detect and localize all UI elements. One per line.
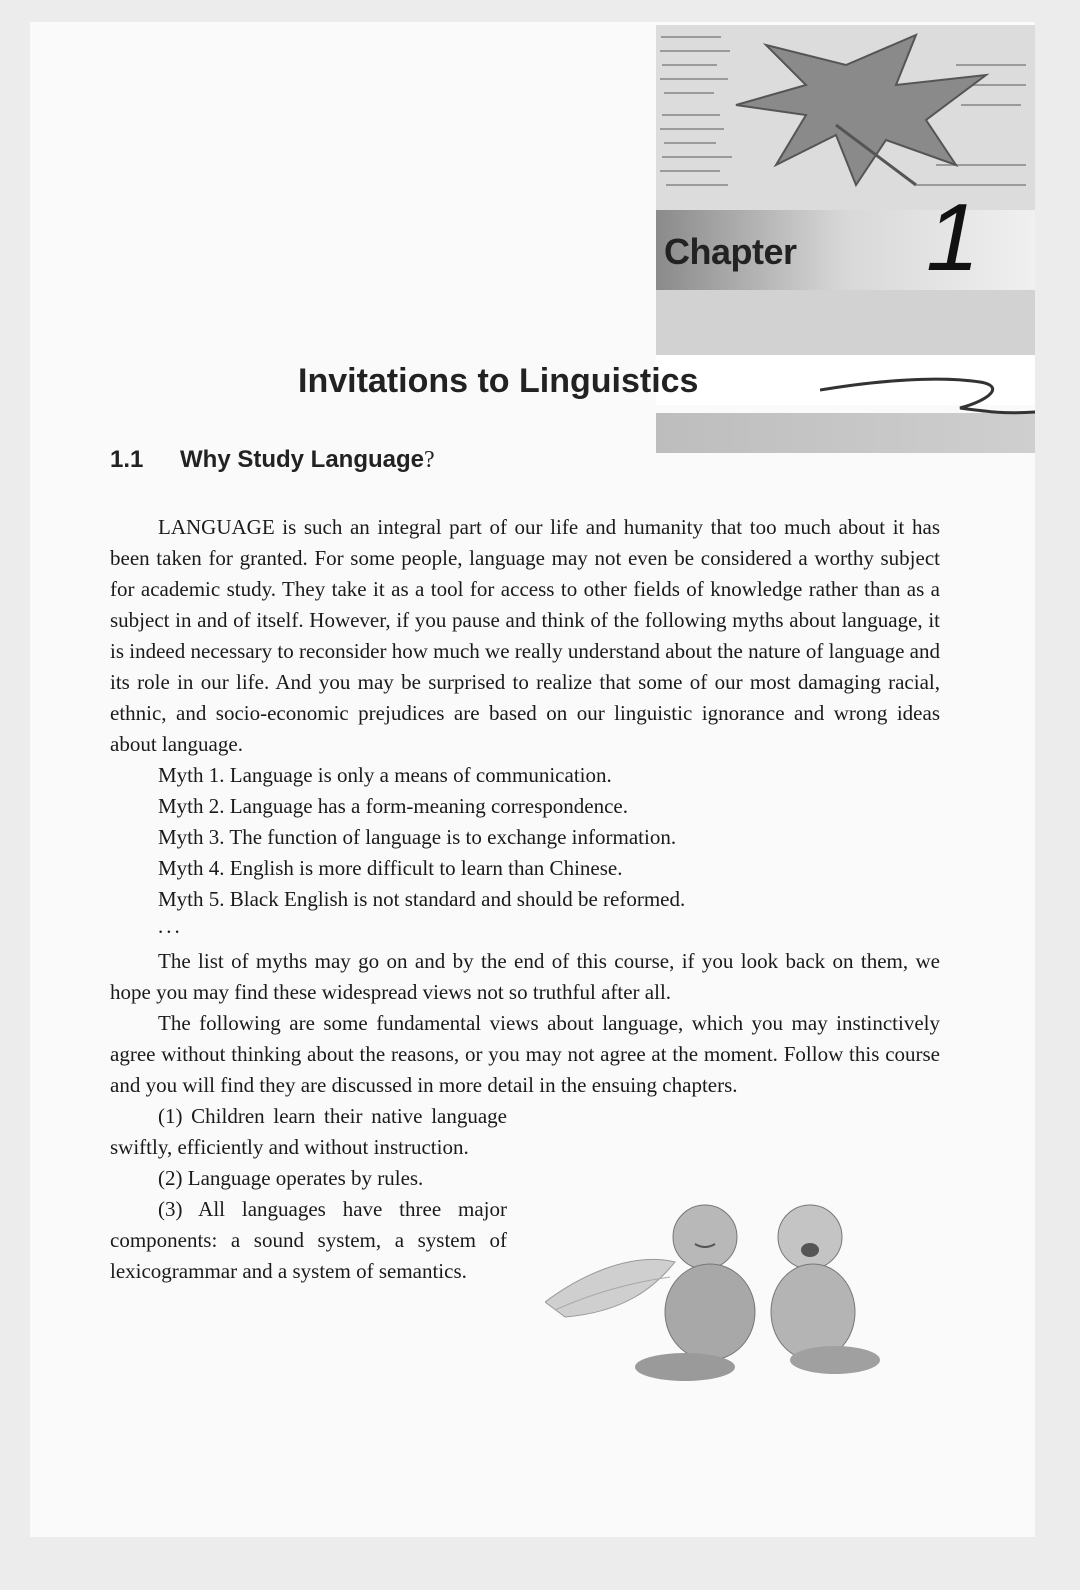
- section-heading: [110, 446, 435, 474]
- section-number: 1.1: [110, 446, 144, 473]
- section-title-punctuation: ?: [424, 447, 435, 473]
- book-page: [30, 22, 1035, 1537]
- chapter-number: 1: [926, 184, 980, 291]
- myth-item: Myth 5. Black English is not standard and should be reformed.: [158, 887, 686, 911]
- myth-item: Myth 4. English is more difficult to learn than Chinese.: [158, 856, 623, 880]
- body-text: [110, 512, 940, 1287]
- ellipsis: ...: [158, 914, 183, 938]
- myth-item: Myth 1. Language is only a means of communication.: [158, 763, 612, 787]
- view-item: (2) Language operates by rules.: [158, 1166, 424, 1190]
- section-title: Why Study Language: [180, 446, 425, 473]
- myth-item: Myth 2. Language has a form-meaning correspondence.: [158, 794, 628, 818]
- babies-illustration: [545, 1192, 885, 1392]
- intro-paragraph: LANGUAGE is such an integral part of our life and humanity that too much about it has been taken for granted. For some people, language may not even be considered a worthy subject for academic study. They take it as a tool for access to other fields of knowledge rather than as a subject in and of itself. However, if you pause and think of the following myths about language, it is indeed necessary to reconsider how much we really understand about the nature of language and its role in our life. And you may be surprised to realize that some of our most damaging racial, ethnic, and socio-economic prejudices are based on our linguistic ignorance and wrong ideas about language.: [110, 515, 940, 756]
- myth-item: Myth 3. The function of language is to exchange information.: [158, 825, 677, 849]
- view-item: (1) Children learn their native language swiftly, efficiently and without instruction.: [110, 1104, 507, 1159]
- list-end-paragraph: The list of myths may go on and by the end of this course, if you look back on them, we hope you may find these widespread views not so truthful after all.: [110, 949, 940, 1004]
- decorative-swoosh-icon: [820, 372, 1035, 432]
- chapter-title: Invitations to Linguistics: [298, 362, 699, 400]
- chapter-label: Chapter: [664, 231, 797, 272]
- view-item: (3) All languages have three major components: a sound system, a system of lexicogrammar and a system of semantics.: [110, 1197, 507, 1283]
- fundamental-views-paragraph: The following are some fundamental views about language, which you may instinctively agree without thinking about the reasons, or you may not agree at the moment. Follow this course and you will find they are discussed in more detail in the ensuing chapters.: [110, 1011, 940, 1097]
